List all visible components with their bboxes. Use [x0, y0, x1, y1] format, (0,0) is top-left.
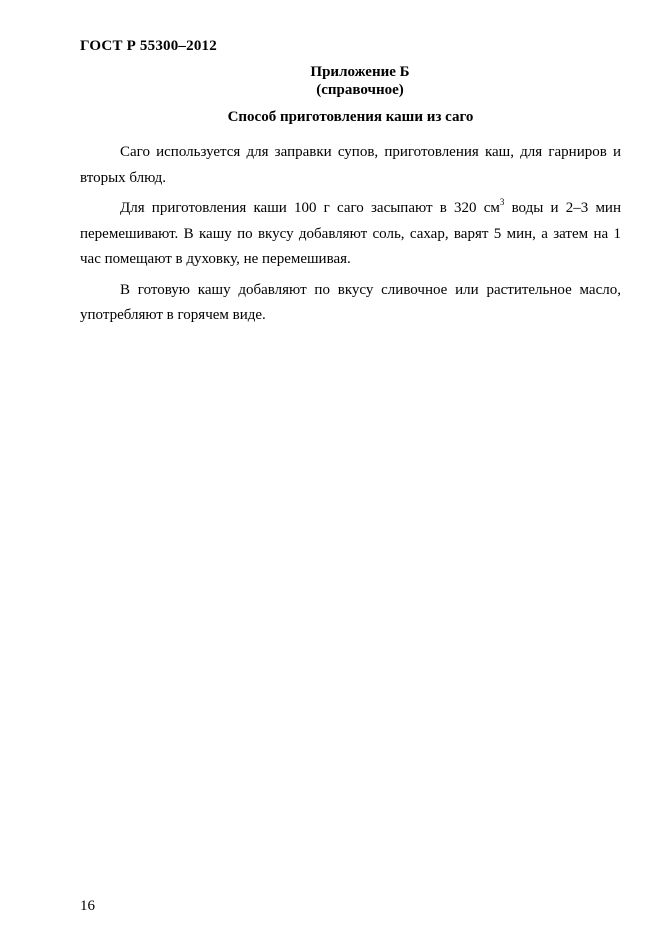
appendix-subtitle: (справочное)	[316, 82, 404, 98]
paragraph-1: Саго используется для заправки супов, приготовления каш, для гарниров и вторых блюд.	[80, 144, 621, 186]
paragraph-2-text-end: воды и 2–3 мин перемешивают. В кашу по вкусу добавляют соль, сахар, варят 5 мин, а затем на 1 час помещают в духовку, не перемешивая.	[80, 200, 621, 267]
paragraph-2	[80, 196, 621, 273]
superscript-cubic: 3	[499, 197, 505, 207]
appendix-title: Приложение Б	[310, 64, 410, 80]
paragraph-3: В готовую кашу добавляют по вкусу сливочное или растительное масло, употребляют в горячем виде.	[80, 281, 621, 323]
body-text	[80, 140, 621, 334]
paragraph-2-text-start: Для приготовления каши 100 г саго засыпают в 320 см	[120, 200, 500, 216]
document-standard-header: ГОСТ Р 55300–2012	[80, 38, 217, 54]
page-number: 16	[80, 898, 95, 914]
section-title: Способ приготовления каши из саго	[227, 109, 474, 125]
